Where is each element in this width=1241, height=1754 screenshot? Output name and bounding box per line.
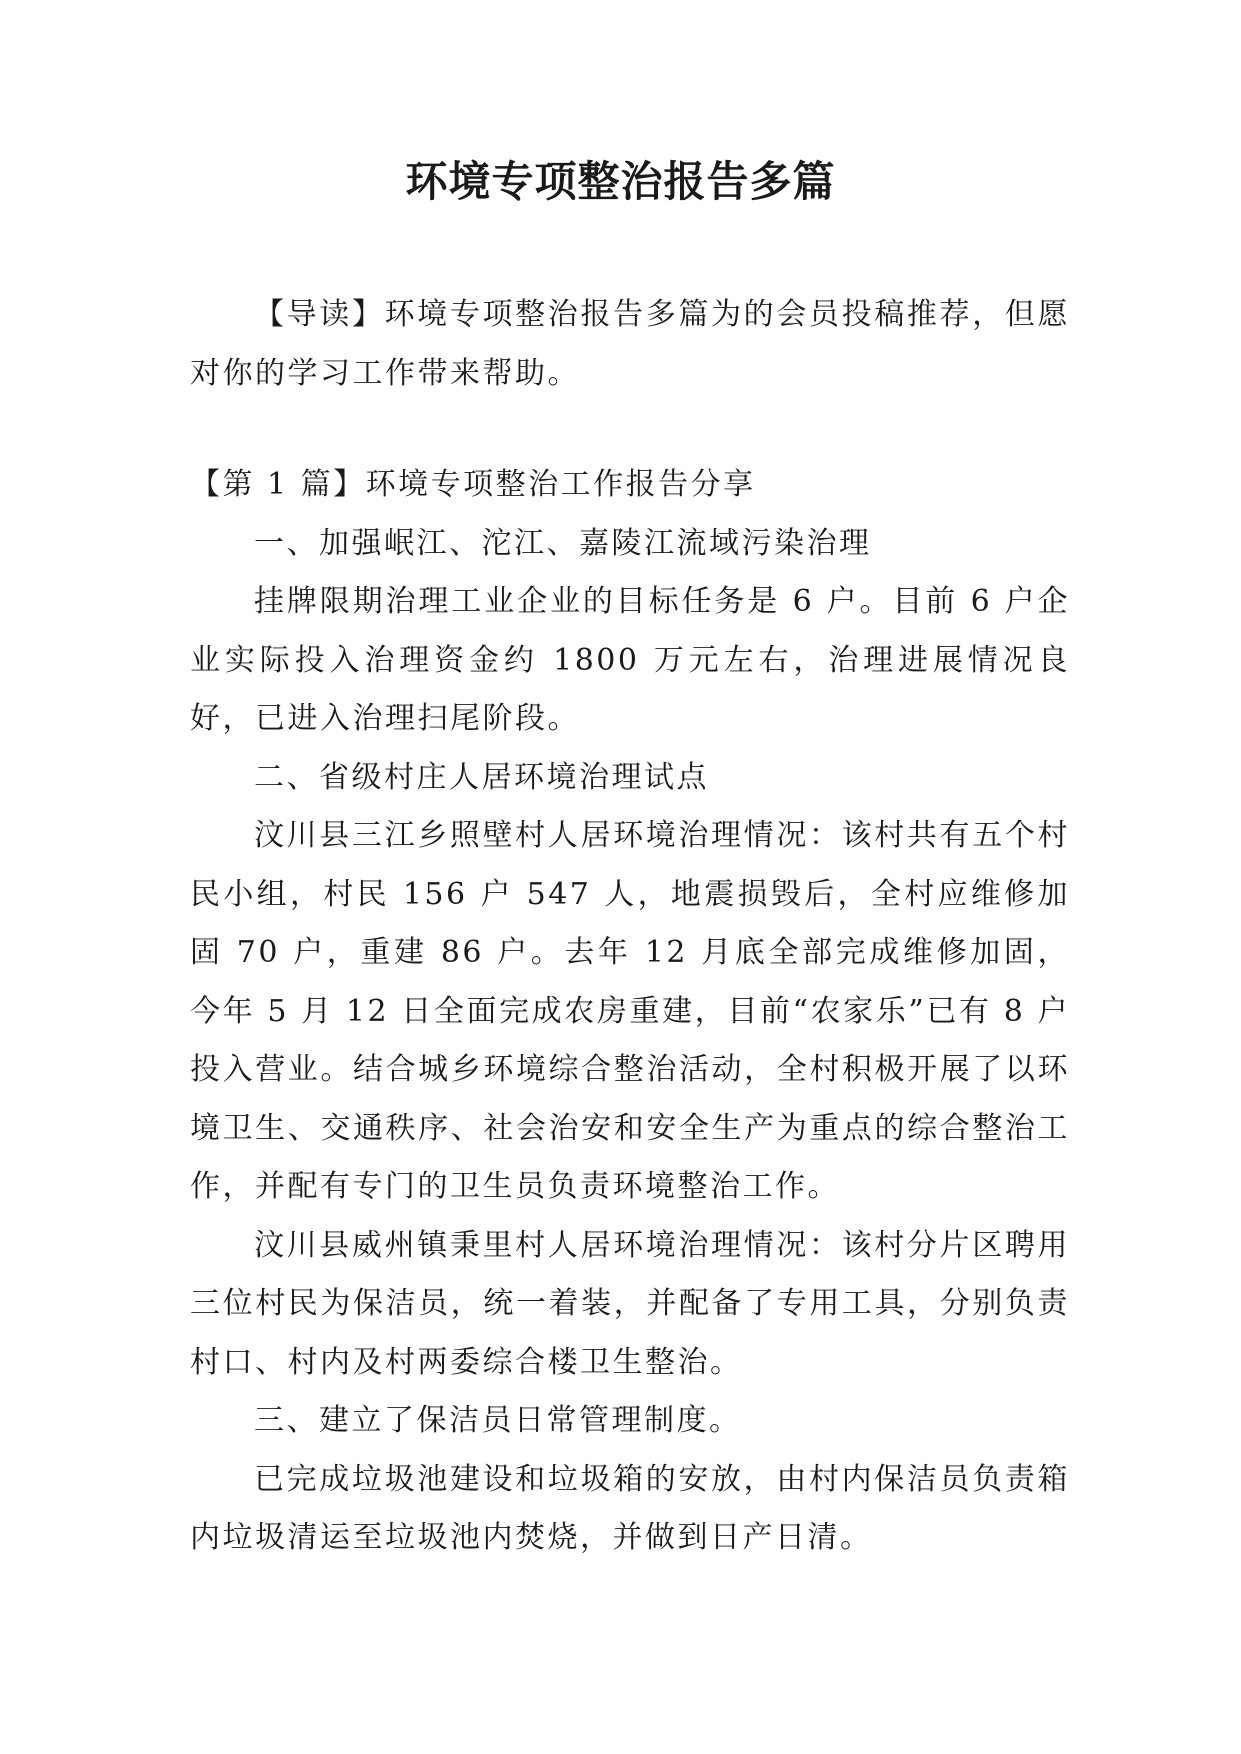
- document-title: 环境专项整治报告多篇: [405, 157, 836, 206]
- body-paragraph: 汶川县三江乡照壁村人居环境治理情况：该村共有五个村民小组，村民 156 户 547 人，地震损毁后，全村应维修加固 70 户，重建 86 户。去年 12 月底全部完成维修加固，今年 5 月 12 日全面完成农房重建，目前“农家乐”已有 8 户投入营业。结合城乡环境综合整治活动，全村积极开展了以环境卫生、交通秩序、社会治安和安全生产为重点的综合整治工作，并配有专门的卫生员负责环境整治工作。: [190, 818, 1070, 1204]
- intro-paragraph: 【导读】环境专项整治报告多篇为的会员投稿推荐，但愿对你的学习工作带来帮助。: [190, 297, 1070, 391]
- section-heading-2: 二、省级村庄人居环境治理试点: [254, 759, 709, 795]
- body-paragraph: 挂牌限期治理工业企业的目标任务是 6 户。目前 6 户企业实际投入治理资金约 1800 万元左右，治理进展情况良好，已进入治理扫尾阶段。: [190, 584, 1070, 736]
- article-heading: 【第 1 篇】环境专项整治工作报告分享: [190, 467, 756, 502]
- body-paragraph: 已完成垃圾池建设和垃圾箱的安放，由村内保洁员负责箱内垃圾清运至垃圾池内焚烧，并做到日产日清。: [190, 1461, 1070, 1555]
- body-paragraph: 汶川县威州镇秉里村人居环境治理情况：该村分片区聘用三位村民为保洁员，统一着装，并配备了专用工具，分别负责村口、村内及村两委综合楼卫生整治。: [190, 1227, 1070, 1380]
- intro-block: [190, 286, 1070, 403]
- article-body: [190, 456, 1070, 1568]
- section-heading-1: 一、加强岷江、沱江、嘉陵江流域污染治理: [254, 525, 872, 561]
- section-heading-3: 三、建立了保洁员日常管理制度。: [254, 1403, 742, 1438]
